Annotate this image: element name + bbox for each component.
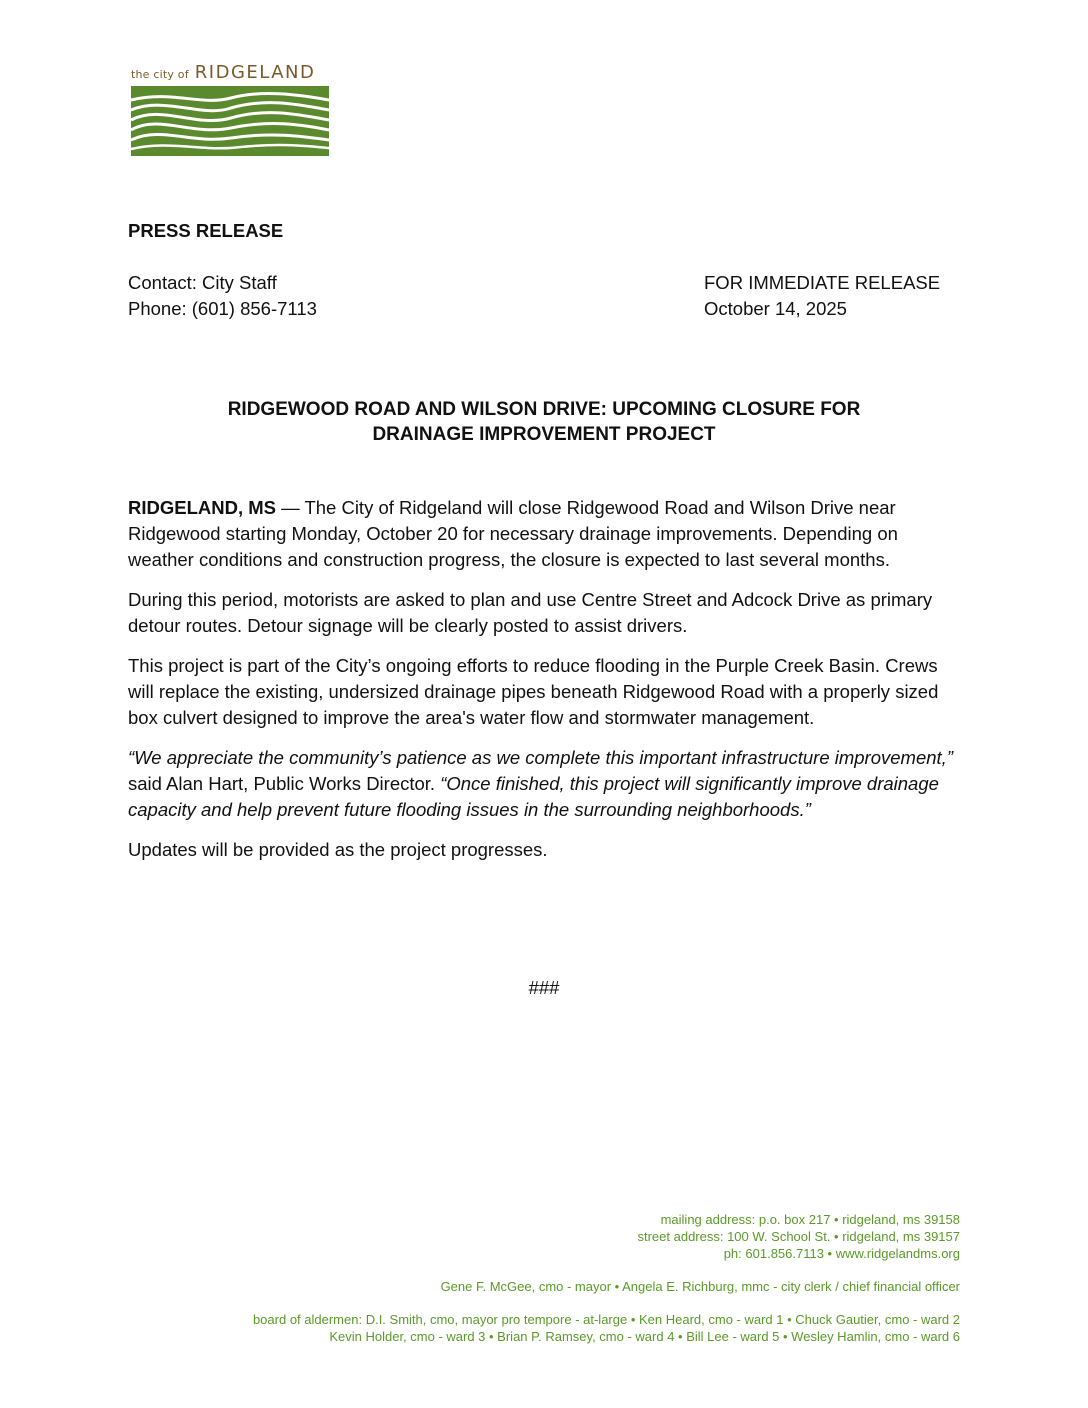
quote-part-1: “We appreciate the community’s patience as we complete this important infrastructure improvement,” — [128, 747, 953, 768]
headline — [128, 397, 960, 447]
phone-line: Phone: (601) 856-7113 — [128, 298, 317, 319]
footer-mailing-address: mailing address: p.o. box 217 • ridgeland, ms 39158 — [660, 1212, 960, 1227]
release-block — [704, 270, 940, 322]
contact-block — [128, 270, 317, 322]
quote-paragraph — [128, 745, 962, 823]
quote-part-2: “Once finished, this project will significantly improve drainage capacity and help prevent future flooding issues in the surrounding neighborhoods.” — [128, 773, 939, 820]
quote-attribution: said Alan Hart, Public Works Director. — [128, 773, 441, 794]
end-mark: ### — [528, 977, 560, 998]
paragraph-5: Updates will be provided as the project progresses. — [128, 839, 548, 860]
paragraph-1 — [128, 495, 962, 573]
paragraph-3: This project is part of the City’s ongoing efforts to reduce flooding in the Purple Creek Basin. Crews will replace the existing, undersized drainage pipes beneath Ridgewood Road with a properly sized box culvert designed to improve the area's water flow and stormwater management. — [128, 655, 939, 728]
headline-line-1: RIDGEWOOD ROAD AND WILSON DRIVE: UPCOMING CLOSURE FOR — [227, 399, 861, 420]
footer — [60, 1211, 960, 1345]
press-body — [128, 495, 962, 877]
paragraph-2: During this period, motorists are asked to plan and use Centre Street and Adcock Drive as primary detour routes. Detour signage will be clearly posted to assist drivers. — [128, 589, 933, 636]
city-logo — [131, 62, 331, 156]
footer-aldermen-2: Kevin Holder, cmo - ward 3 • Brian P. Ramsey, cmo - ward 4 • Bill Lee - ward 5 • Wesley Hamlin, cmo - ward 6 — [329, 1329, 960, 1344]
footer-officials: Gene F. McGee, cmo - mayor • Angela E. Richburg, mmc - city clerk / chief financial officer — [440, 1279, 960, 1294]
logo-wordmark — [131, 62, 315, 82]
footer-street-address: street address: 100 W. School St. • ridgeland, ms 39157 — [637, 1229, 960, 1244]
rolling-hills-logo-icon — [131, 86, 329, 156]
footer-aldermen-1: board of aldermen: D.I. Smith, cmo, mayor pro tempore - at-large • Ken Heard, cmo - ward 1 • Chuck Gautier, cmo - ward 2 — [252, 1312, 960, 1327]
headline-line-2: DRAINAGE IMPROVEMENT PROJECT — [372, 424, 716, 445]
footer-phone-website: ph: 601.856.7113 • www.ridgelandms.org — [723, 1246, 960, 1261]
logo-name: RIDGELAND — [194, 62, 316, 83]
release-date: October 14, 2025 — [704, 298, 847, 319]
contact-line: Contact: City Staff — [128, 272, 277, 293]
press-release-label: PRESS RELEASE — [128, 220, 284, 241]
paragraph-1-text: — The City of Ridgeland will close Ridgewood Road and Wilson Drive near Ridgewood starting Monday, October 20 for necessary drainage improvements. Depending on weather conditions and construction progress, the closure is expected to last several months. — [128, 497, 898, 570]
release-type: FOR IMMEDIATE RELEASE — [704, 272, 941, 293]
logo-prefix: the city of — [131, 68, 189, 81]
dateline: RIDGELAND, MS — [128, 497, 276, 518]
